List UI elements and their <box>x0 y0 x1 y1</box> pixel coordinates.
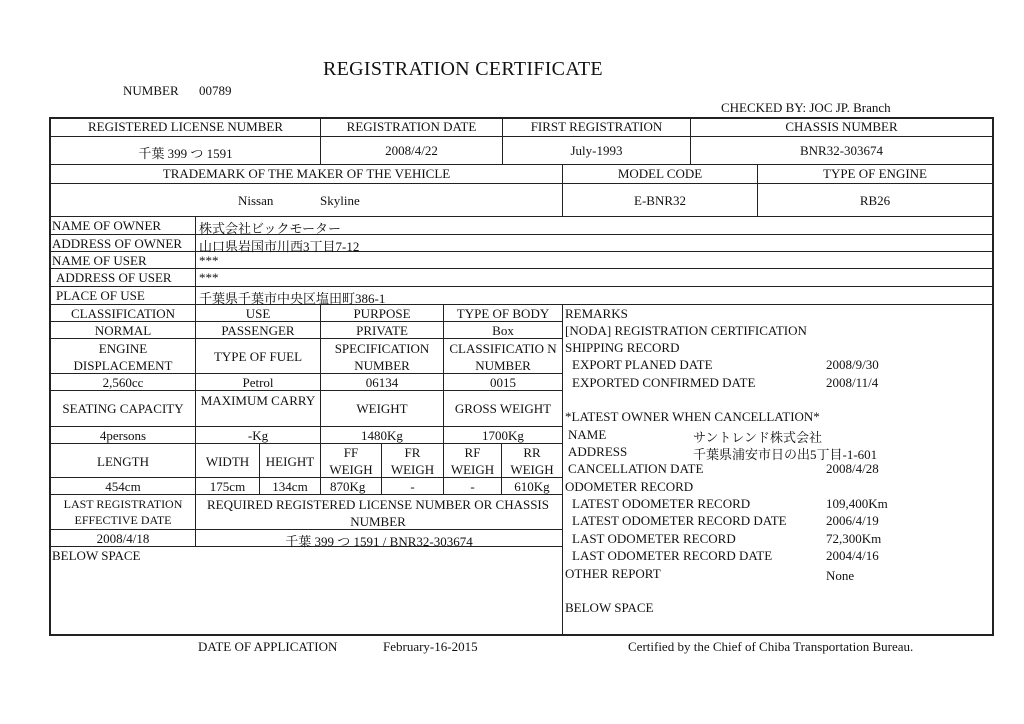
type-of-fuel-value: Petrol <box>242 375 274 390</box>
header-rf-weigh: RF WEIGH <box>450 445 495 477</box>
address-of-user-value: *** <box>199 270 219 285</box>
latest-odometer-value: 109,400Km <box>826 496 888 511</box>
first-registration-value: July-1993 <box>570 143 623 158</box>
date-of-application-value: February-16-2015 <box>383 639 478 654</box>
name-of-user-value: *** <box>199 253 219 268</box>
place-of-use-label: PLACE OF USE <box>56 288 145 303</box>
type-of-engine-value: RB26 <box>859 193 891 208</box>
header-type-of-fuel: TYPE OF FUEL <box>213 349 303 364</box>
header-length: LENGTH <box>97 454 149 469</box>
chassis-number-value: BNR32-303674 <box>799 143 884 158</box>
export-confirmed-label: EXPORTED CONFIRMED DATE <box>572 375 756 390</box>
last-odometer-label: LAST ODOMETER RECORD <box>572 531 736 546</box>
checked-by: CHECKED BY: JOC JP. Branch <box>721 100 891 115</box>
latest-owner-title: *LATEST OWNER WHEN CANCELLATION* <box>565 409 820 424</box>
header-use: USE <box>245 306 271 321</box>
certified-by: Certified by the Chief of Chiba Transportation Bureau. <box>628 639 914 654</box>
last-odometer-date-value: 2004/4/16 <box>826 548 879 563</box>
purpose-value: PRIVATE <box>356 323 408 338</box>
maximum-carry-value: -Kg <box>247 428 269 443</box>
header-required-license-or-chassis: REQUIRED REGISTERED LICENSE NUMBER OR CHASSIS NUMBER <box>207 497 549 529</box>
header-trademark: TRADEMARK OF THE MAKER OF THE VEHICLE <box>162 166 451 181</box>
remarks-title: REMARKS <box>565 306 628 321</box>
other-report-value: None <box>826 568 855 583</box>
document-title: REGISTRATION CERTIFICATE <box>323 58 603 80</box>
export-planed-value: 2008/9/30 <box>826 357 879 372</box>
height-value: 134cm <box>272 479 308 494</box>
header-width: WIDTH <box>205 454 250 469</box>
gross-weight-value: 1700Kg <box>482 428 524 443</box>
export-confirmed-value: 2008/11/4 <box>826 375 879 390</box>
latest-owner-name-label: NAME <box>568 427 607 442</box>
required-license-or-chassis-value: 千葉 399 つ 1591 / BNR32-303674 <box>285 534 473 549</box>
place-of-use-value: 千葉県千葉市中央区塩田町386-1 <box>199 291 386 306</box>
other-report-label: OTHER REPORT <box>565 566 661 581</box>
engine-displacement-value: 2,560cc <box>102 375 144 390</box>
seating-capacity-value: 4persons <box>99 428 147 443</box>
registered-license-number-value: 千葉 399 つ 1591 <box>138 146 233 161</box>
registration-date-value: 2008/4/22 <box>385 143 438 158</box>
name-of-user-label: NAME OF USER <box>52 253 147 268</box>
number-label: NUMBER <box>123 83 179 98</box>
use-value: PASSENGER <box>221 323 295 338</box>
date-of-application-label: DATE OF APPLICATION <box>198 639 338 654</box>
cancellation-date-value: 2008/4/28 <box>826 461 879 476</box>
header-fr-weigh: FR WEIGH <box>390 445 435 477</box>
header-maximum-carry: MAXIMUM CARRY <box>200 393 316 408</box>
left-below-space: BELOW SPACE <box>52 548 141 563</box>
weight-value: 1480Kg <box>361 428 403 443</box>
right-below-space: BELOW SPACE <box>565 600 654 615</box>
header-ff-weigh: FF WEIGH <box>329 445 373 477</box>
header-height: HEIGHT <box>265 454 315 469</box>
header-type-of-body: TYPE OF BODY <box>456 306 550 321</box>
rr-weigh-value: 610Kg <box>514 479 550 494</box>
fr-weigh-value: - <box>410 479 415 494</box>
type-of-body-value: Box <box>492 323 514 338</box>
header-model-code: MODEL CODE <box>617 166 703 181</box>
rf-weigh-value: - <box>470 479 475 494</box>
last-odometer-date-label: LAST ODOMETER RECORD DATE <box>572 548 773 563</box>
last-odometer-value: 72,300Km <box>826 531 882 546</box>
last-registration-effective-date-value: 2008/4/18 <box>96 531 150 546</box>
header-seating-capacity: SEATING CAPACITY <box>62 401 184 416</box>
maker-value: Nissan <box>238 193 274 208</box>
classification-number-value: 0015 <box>490 375 516 390</box>
header-gross-weight: GROSS WEIGHT <box>454 401 552 416</box>
specification-number-value: 06134 <box>365 375 399 390</box>
vehicle-name-value: Skyline <box>320 193 360 208</box>
header-registered-license-number: REGISTERED LICENSE NUMBER <box>88 119 283 134</box>
length-value: 454cm <box>105 479 141 494</box>
remarks-noda: [NODA] REGISTRATION CERTIFICATION <box>565 323 807 338</box>
latest-owner-name-value: サントレンド株式会社 <box>693 430 823 445</box>
latest-odometer-date-value: 2006/4/19 <box>826 513 879 528</box>
header-first-registration: FIRST REGISTRATION <box>530 119 663 134</box>
classification-value: NORMAL <box>94 323 152 338</box>
header-engine-displacement: ENGINE DISPLACEMENT <box>73 341 173 373</box>
ff-weigh-value: 870Kg <box>330 479 366 494</box>
address-of-owner-value: 山口県岩国市川西3丁目7-12 <box>199 239 360 254</box>
header-specification-number: SPECIFICATION NUMBER <box>334 341 430 373</box>
width-value: 175cm <box>209 479 246 494</box>
header-classification-number: CLASSIFICATIO N NUMBER <box>449 341 557 373</box>
export-planed-label: EXPORT PLANED DATE <box>572 357 713 372</box>
address-of-owner-label: ADDRESS OF OWNER <box>52 236 183 251</box>
header-last-registration-effective-date: LAST REGISTRATION EFFECTIVE DATE <box>63 497 183 527</box>
number-value: 00789 <box>199 83 232 98</box>
name-of-owner-value: 株式会社ビックモーター <box>199 221 341 236</box>
cancellation-date-label: CANCELLATION DATE <box>568 461 704 476</box>
latest-owner-address-value: 千葉県浦安市日の出5丁目-1-601 <box>693 447 878 462</box>
model-code-value: E-BNR32 <box>634 193 686 208</box>
header-purpose: PURPOSE <box>353 306 411 321</box>
header-type-of-engine: TYPE OF ENGINE <box>823 166 927 181</box>
header-classification: CLASSIFICATION <box>70 306 175 321</box>
name-of-owner-label: NAME OF OWNER <box>52 218 162 233</box>
address-of-user-label: ADDRESS OF USER <box>56 270 172 285</box>
header-weight: WEIGHT <box>356 401 408 416</box>
header-chassis-number: CHASSIS NUMBER <box>785 119 898 134</box>
latest-owner-address-label: ADDRESS <box>568 444 628 459</box>
odometer-record-title: ODOMETER RECORD <box>565 479 694 494</box>
latest-odometer-date-label: LATEST ODOMETER RECORD DATE <box>572 513 787 528</box>
latest-odometer-label: LATEST ODOMETER RECORD <box>572 496 751 511</box>
header-rr-weigh: RR WEIGH <box>510 445 554 477</box>
header-registration-date: REGISTRATION DATE <box>346 119 477 134</box>
shipping-record-title: SHIPPING RECORD <box>565 340 680 355</box>
